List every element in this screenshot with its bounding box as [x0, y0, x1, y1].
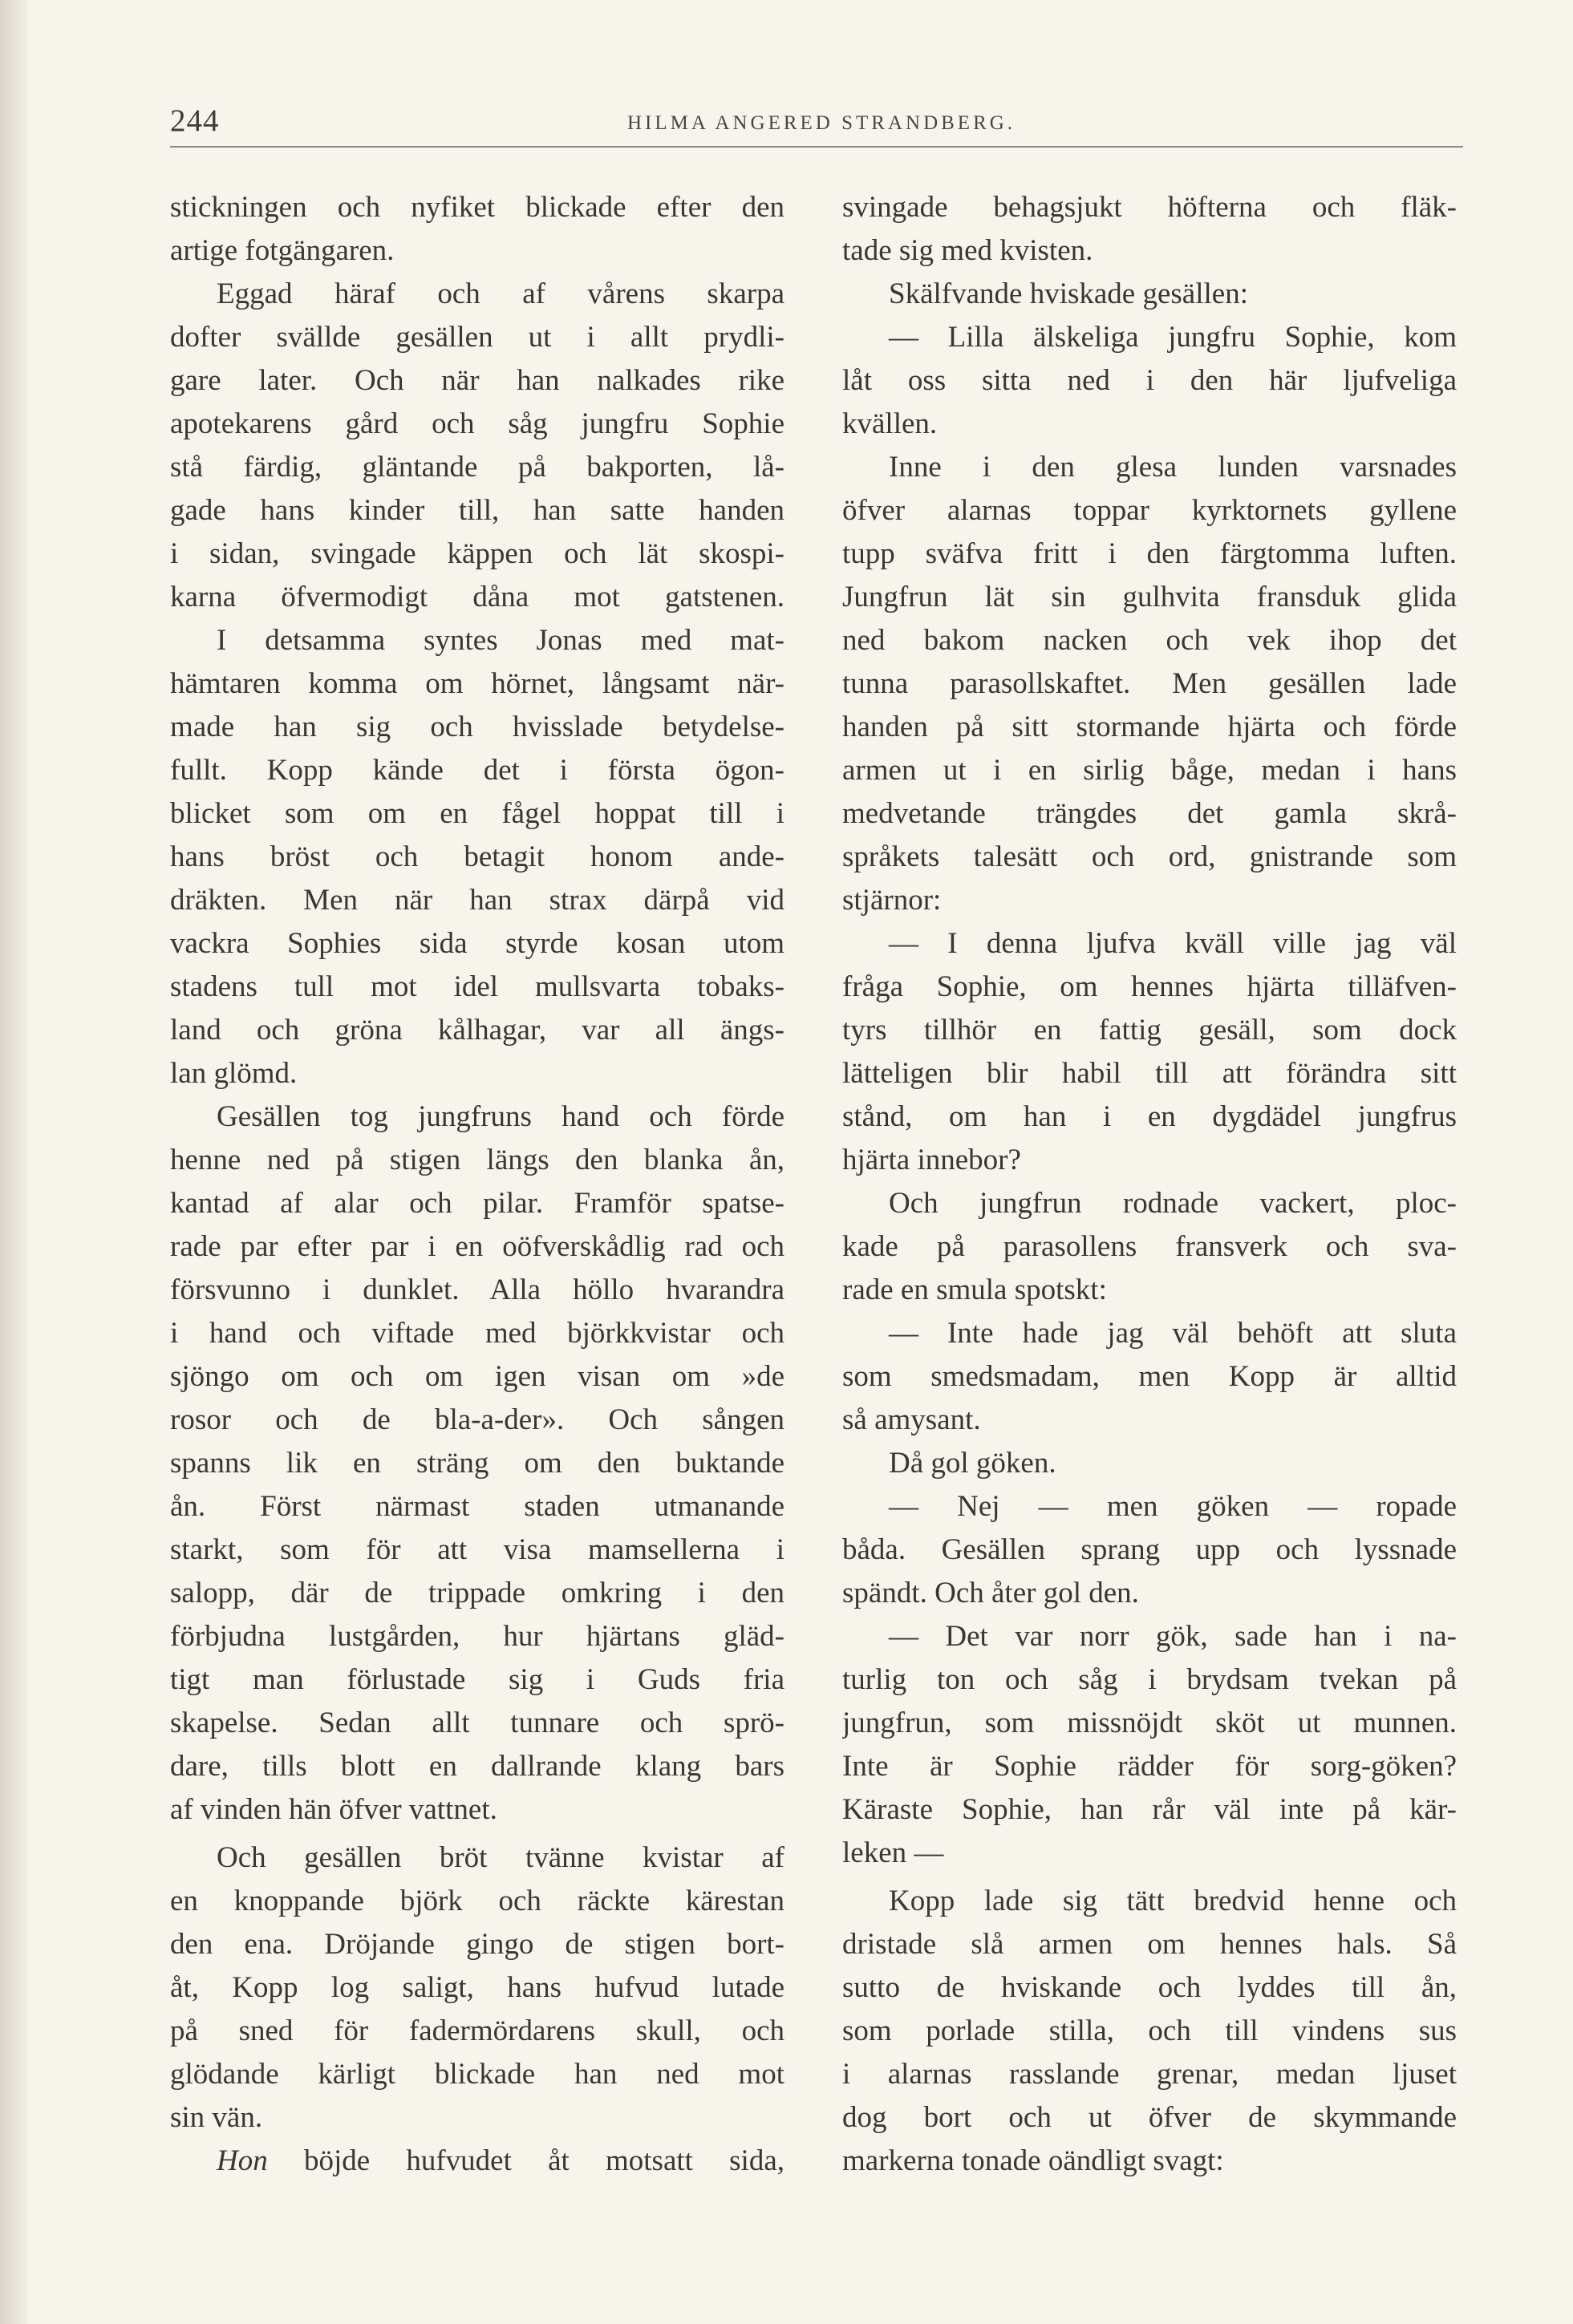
- text-line: Skälfvande hviskade gesällen:: [889, 277, 1248, 310]
- text-line: vackra Sophies sida styrde kosan utom: [170, 927, 784, 960]
- text-line: markerna tonade oändligt svagt:: [842, 2144, 1224, 2177]
- text-line: tupp sväfva fritt i den färgtomma luften.: [842, 537, 1457, 570]
- text-line: lätteligen blir habil till att förändra sitt: [842, 1057, 1457, 1090]
- text-line: spanns lik en sträng om den buktande: [170, 1447, 784, 1480]
- text-line: så amysant.: [842, 1403, 981, 1436]
- text-line: Och jungfrun rodnade vackert, ploc-: [889, 1187, 1457, 1220]
- text-line: båda. Gesällen sprang upp och lyssnade: [842, 1533, 1457, 1566]
- italic-word: Hon: [217, 2144, 268, 2177]
- text-line: made han sig och hvisslade betydelse-: [170, 711, 784, 743]
- text-line: hans bröst och betagit honom ande-: [170, 840, 784, 873]
- page-number: 244: [170, 103, 220, 138]
- text-line: stå färdig, gläntande på bakporten, lå-: [170, 451, 784, 484]
- text-line: stadens tull mot idel mullsvarta tobaks-: [170, 970, 784, 1003]
- text-line: tigt man förlustade sig i Guds fria: [170, 1663, 784, 1696]
- text-line: tade sig med kvisten.: [842, 234, 1093, 267]
- text-line: leken —: [842, 1836, 944, 1869]
- text-line: en knoppande björk och räckte kärestan: [170, 1885, 784, 1917]
- text-line: Käraste Sophie, han rår väl inte på kär-: [842, 1793, 1457, 1826]
- text-line: armen ut i en sirlig båge, medan i hans: [842, 754, 1457, 787]
- text-line: I detsamma syntes Jonas med mat-: [217, 624, 784, 657]
- text-line: kvällen.: [842, 407, 938, 440]
- text-line: handen på sitt stormande hjärta och förde: [842, 711, 1457, 743]
- running-head: HILMA ANGERED STRANDBERG.: [627, 112, 1016, 134]
- text-line: språkets talesätt och ord, gnistrande som: [842, 840, 1457, 873]
- text-line: henne ned på stigen längs den blanka ån,: [170, 1144, 784, 1176]
- text-line: rade en smula spotskt:: [842, 1273, 1107, 1306]
- text-line: försvunno i dunklet. Alla höllo hvarandra: [170, 1273, 784, 1306]
- text-line: Inne i den glesa lunden varsnades: [889, 451, 1457, 484]
- text-line: — Det var norr gök, sade han i na-: [889, 1620, 1457, 1653]
- text-line: salopp, där de trippade omkring i den: [170, 1577, 784, 1609]
- text-line: apotekarens gård och såg jungfru Sophie: [170, 407, 784, 440]
- page-binding-edge: [0, 0, 27, 2324]
- text-line: i alarnas rasslande grenar, medan ljuset: [842, 2058, 1457, 2091]
- text-line: den ena. Dröjande gingo de stigen bort-: [170, 1928, 784, 1961]
- text-line: kantad af alar och pilar. Framför spatse-: [170, 1187, 784, 1220]
- text-line: kade på parasollens fransverk och sva-: [842, 1230, 1457, 1263]
- text-line: jungfrun, som missnöjdt sköt ut munnen.: [842, 1707, 1457, 1739]
- text-line: fråga Sophie, om hennes hjärta tilläfven-: [842, 970, 1457, 1003]
- text-line: skapelse. Sedan allt tunnare och sprö-: [170, 1707, 784, 1739]
- text-line: dristade slå armen om hennes hals. Så: [842, 1928, 1457, 1961]
- text-line: — Lilla älskeliga jungfru Sophie, kom: [889, 321, 1457, 354]
- text-line: lan glömd.: [170, 1057, 298, 1090]
- text-line: som smedsmadam, men Kopp är alltid: [842, 1360, 1457, 1393]
- text-line: sjöngo om och om igen visan om »de: [170, 1360, 784, 1393]
- text-line: rosor och de bla-a-der». Och sången: [170, 1403, 784, 1436]
- text-line: dofter svällde gesällen ut i allt prydli-: [170, 321, 784, 354]
- text-line: stånd, om han i en dygdädel jungfrus: [842, 1100, 1457, 1133]
- text-line: spändt. Och åter gol den.: [842, 1577, 1139, 1609]
- text-line: sutto de hviskande och lyddes till ån,: [842, 1971, 1457, 2004]
- text-line: turlig ton och såg i brydsam tvekan på: [842, 1663, 1457, 1696]
- text-line: gade hans kinder till, han satte handen: [170, 494, 784, 527]
- text-line: — Nej — men göken — ropade: [889, 1490, 1457, 1523]
- text-line: Gesällen tog jungfruns hand och förde: [217, 1100, 784, 1133]
- text-line: i hand och viftade med björkkvistar och: [170, 1317, 784, 1350]
- text-line: glödande kärligt blickade han ned mot: [170, 2058, 784, 2091]
- text-line: af vinden hän öfver vattnet.: [170, 1793, 497, 1826]
- text-line: Då gol göken.: [889, 1447, 1056, 1480]
- text-line: hjärta innebor?: [842, 1144, 1021, 1176]
- text-line: fullt. Kopp kände det i första ögon-: [170, 754, 784, 787]
- text-line: Jungfrun lät sin gulhvita fransduk glida: [842, 581, 1457, 613]
- page-header: [170, 103, 1462, 151]
- text-line: ån. Först närmast staden utmanande: [170, 1490, 784, 1523]
- text-line: Eggad häraf och af vårens skarpa: [217, 277, 784, 310]
- text-line: gare later. Och när han nalkades rike: [170, 364, 784, 397]
- right-text-column: [842, 186, 1457, 2183]
- text-line: hämtaren komma om hörnet, långsamt när-: [170, 667, 784, 700]
- text-line: dog bort och ut öfver de skymmande: [842, 2101, 1457, 2134]
- text-line: dräkten. Men när han strax därpå vid: [170, 884, 784, 917]
- text-line: medvetande trängdes det gamla skrå-: [842, 797, 1457, 830]
- text-line: sin vän.: [170, 2101, 263, 2134]
- text-line: starkt, som för att visa mamsellerna i: [170, 1533, 784, 1566]
- text-line: låt oss sitta ned i den här ljufveliga: [842, 364, 1457, 397]
- text-line: rade par efter par i en oöfverskådlig rad och: [170, 1230, 784, 1263]
- text-line: blicket som om en fågel hoppat till i: [170, 797, 784, 830]
- text-line: karna öfvermodigt dåna mot gatstenen.: [170, 581, 784, 613]
- text-line: svingade behagsjukt höfterna och fläk-: [842, 191, 1457, 224]
- left-text-column: [170, 186, 784, 2183]
- text-line: i sidan, svingade käppen och lät skospi-: [170, 537, 784, 570]
- text-line: Och gesällen bröt tvänne kvistar af: [217, 1841, 784, 1874]
- text-line: stickningen och nyfiket blickade efter den: [170, 191, 784, 224]
- text-line: på sned för fadermördarens skull, och: [170, 2014, 784, 2047]
- text-line: stjärnor:: [842, 884, 942, 917]
- text-line: Inte är Sophie rädder för sorg-göken?: [842, 1750, 1457, 1783]
- text-line: — Inte hade jag väl behöft att sluta: [889, 1317, 1457, 1350]
- text-line: artige fotgängaren.: [170, 234, 395, 267]
- text-line: som porlade stilla, och till vindens sus: [842, 2014, 1457, 2047]
- text-line: öfver alarnas toppar kyrktornets gyllene: [842, 494, 1457, 527]
- text-line: Kopp lade sig tätt bredvid henne och: [889, 1885, 1457, 1917]
- text-line: tyrs tillhör en fattig gesäll, som dock: [842, 1014, 1457, 1047]
- text-line-rest: böjde hufvudet åt motsatt sida,: [303, 2144, 784, 2177]
- header-rule: [170, 146, 1463, 148]
- text-line: tunna parasollskaftet. Men gesällen lade: [842, 667, 1457, 700]
- text-line: dare, tills blott en dallrande klang bars: [170, 1750, 784, 1783]
- text-line: — I denna ljufva kväll ville jag väl: [889, 927, 1457, 960]
- text-line-with-italic: [170, 2140, 784, 2183]
- text-line: land och gröna kålhagar, var all ängs-: [170, 1014, 784, 1047]
- text-line: förbjudna lustgården, hur hjärtans gläd-: [170, 1620, 784, 1653]
- text-line: åt, Kopp log saligt, hans hufvud lutade: [170, 1971, 784, 2004]
- text-line: ned bakom nacken och vek ihop det: [842, 624, 1457, 657]
